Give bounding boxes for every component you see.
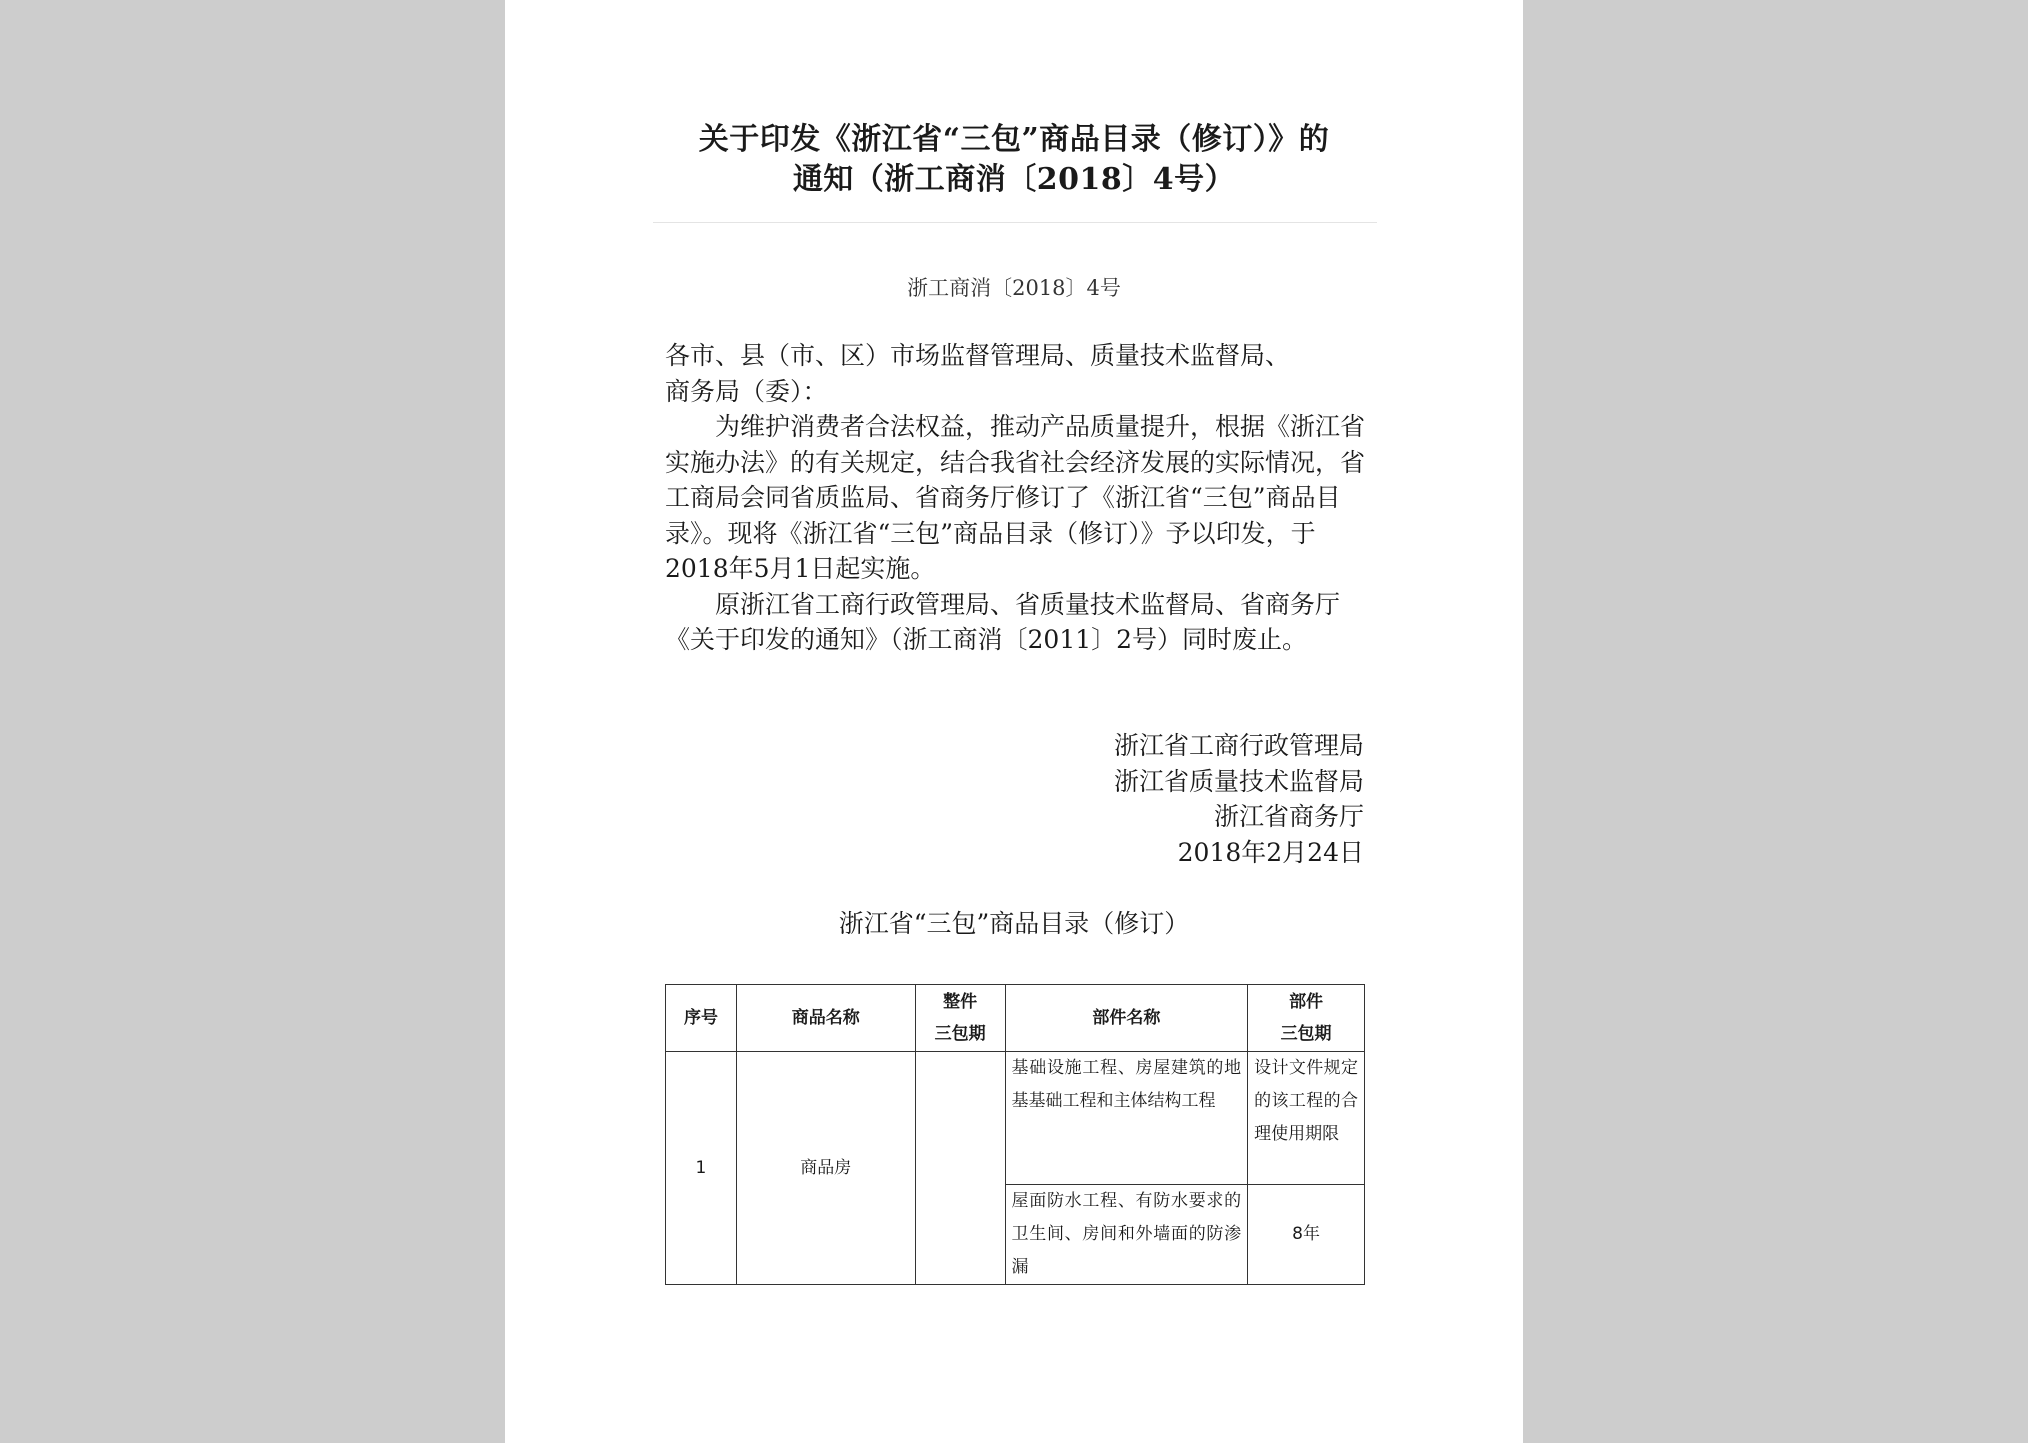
header-part-period	[1248, 985, 1365, 1052]
body-paragraph-1: 为维护消费者合法权益，推动产品质量提升，根据《浙江省实施办法》的有关规定，结合我省社会经济发展的实际情况，省工商局会同省质监局、省商务厅修订了《浙江省“三包”商品目录》。现将《浙江省“三包”商品目录（修订）》予以印发，于2018年5月1日起实施。	[665, 412, 1366, 583]
addressee-line-2: 商务局（委）：	[665, 376, 828, 406]
header-whole-period	[915, 985, 1005, 1052]
signature-block	[1114, 728, 1364, 870]
cell-part-name: 屋面防水工程、有防水要求的卫生间、房间和外墙面的防渗漏	[1005, 1185, 1248, 1285]
header-part-name: 部件名称	[1005, 985, 1248, 1052]
header-product-name: 商品名称	[736, 985, 915, 1052]
signatory-2: 浙江省质量技术监督局	[1113, 766, 1364, 796]
table-header-row	[666, 985, 1365, 1052]
cell-part-period: 8年	[1248, 1185, 1365, 1285]
catalog-table	[665, 984, 1365, 1285]
signature-date: 2018年2月24日	[1177, 837, 1364, 867]
signatory-3: 浙江省商务厅	[1213, 802, 1364, 831]
header-seq: 序号	[666, 985, 737, 1052]
header-whole-period-line-2: 三包期	[934, 1024, 986, 1044]
table-row	[666, 1052, 1365, 1185]
title-divider	[653, 222, 1377, 223]
cell-whole-period	[915, 1052, 1005, 1285]
document-body	[665, 338, 1365, 658]
document-title	[505, 120, 1523, 200]
catalog-title: 浙江省“三包”商品目录（修订）	[838, 909, 1190, 938]
title-line-1: 关于印发《浙江省“三包”商品目录（修订）》的	[698, 122, 1330, 157]
addressee-line-1: 各市、县（市、区）市场监督管理局、质量技术监督局、	[665, 341, 1291, 370]
header-whole-period-line-1: 整件	[943, 992, 978, 1012]
header-part-period-line-2: 三包期	[1280, 1024, 1332, 1044]
body-paragraph-2: 原浙江省工商行政管理局、省质量技术监督局、省商务厅《关于印发的通知》（浙工商消〔2011〕2号）同时废止。	[665, 589, 1341, 654]
header-part-period-line-1: 部件	[1289, 992, 1324, 1012]
cell-product-name: 商品房	[736, 1052, 915, 1285]
document-page	[505, 0, 1523, 1443]
cell-part-name: 基础设施工程、房屋建筑的地基基础工程和主体结构工程	[1005, 1052, 1248, 1185]
document-number: 浙工商消〔2018〕4号	[907, 276, 1121, 300]
signatory-1: 浙江省工商行政管理局	[1113, 731, 1364, 760]
cell-seq: 1	[666, 1052, 737, 1285]
cell-part-period: 设计文件规定的该工程的合理使用期限	[1248, 1052, 1365, 1185]
title-line-2: 通知（浙工商消〔2018〕4号）	[792, 162, 1236, 197]
